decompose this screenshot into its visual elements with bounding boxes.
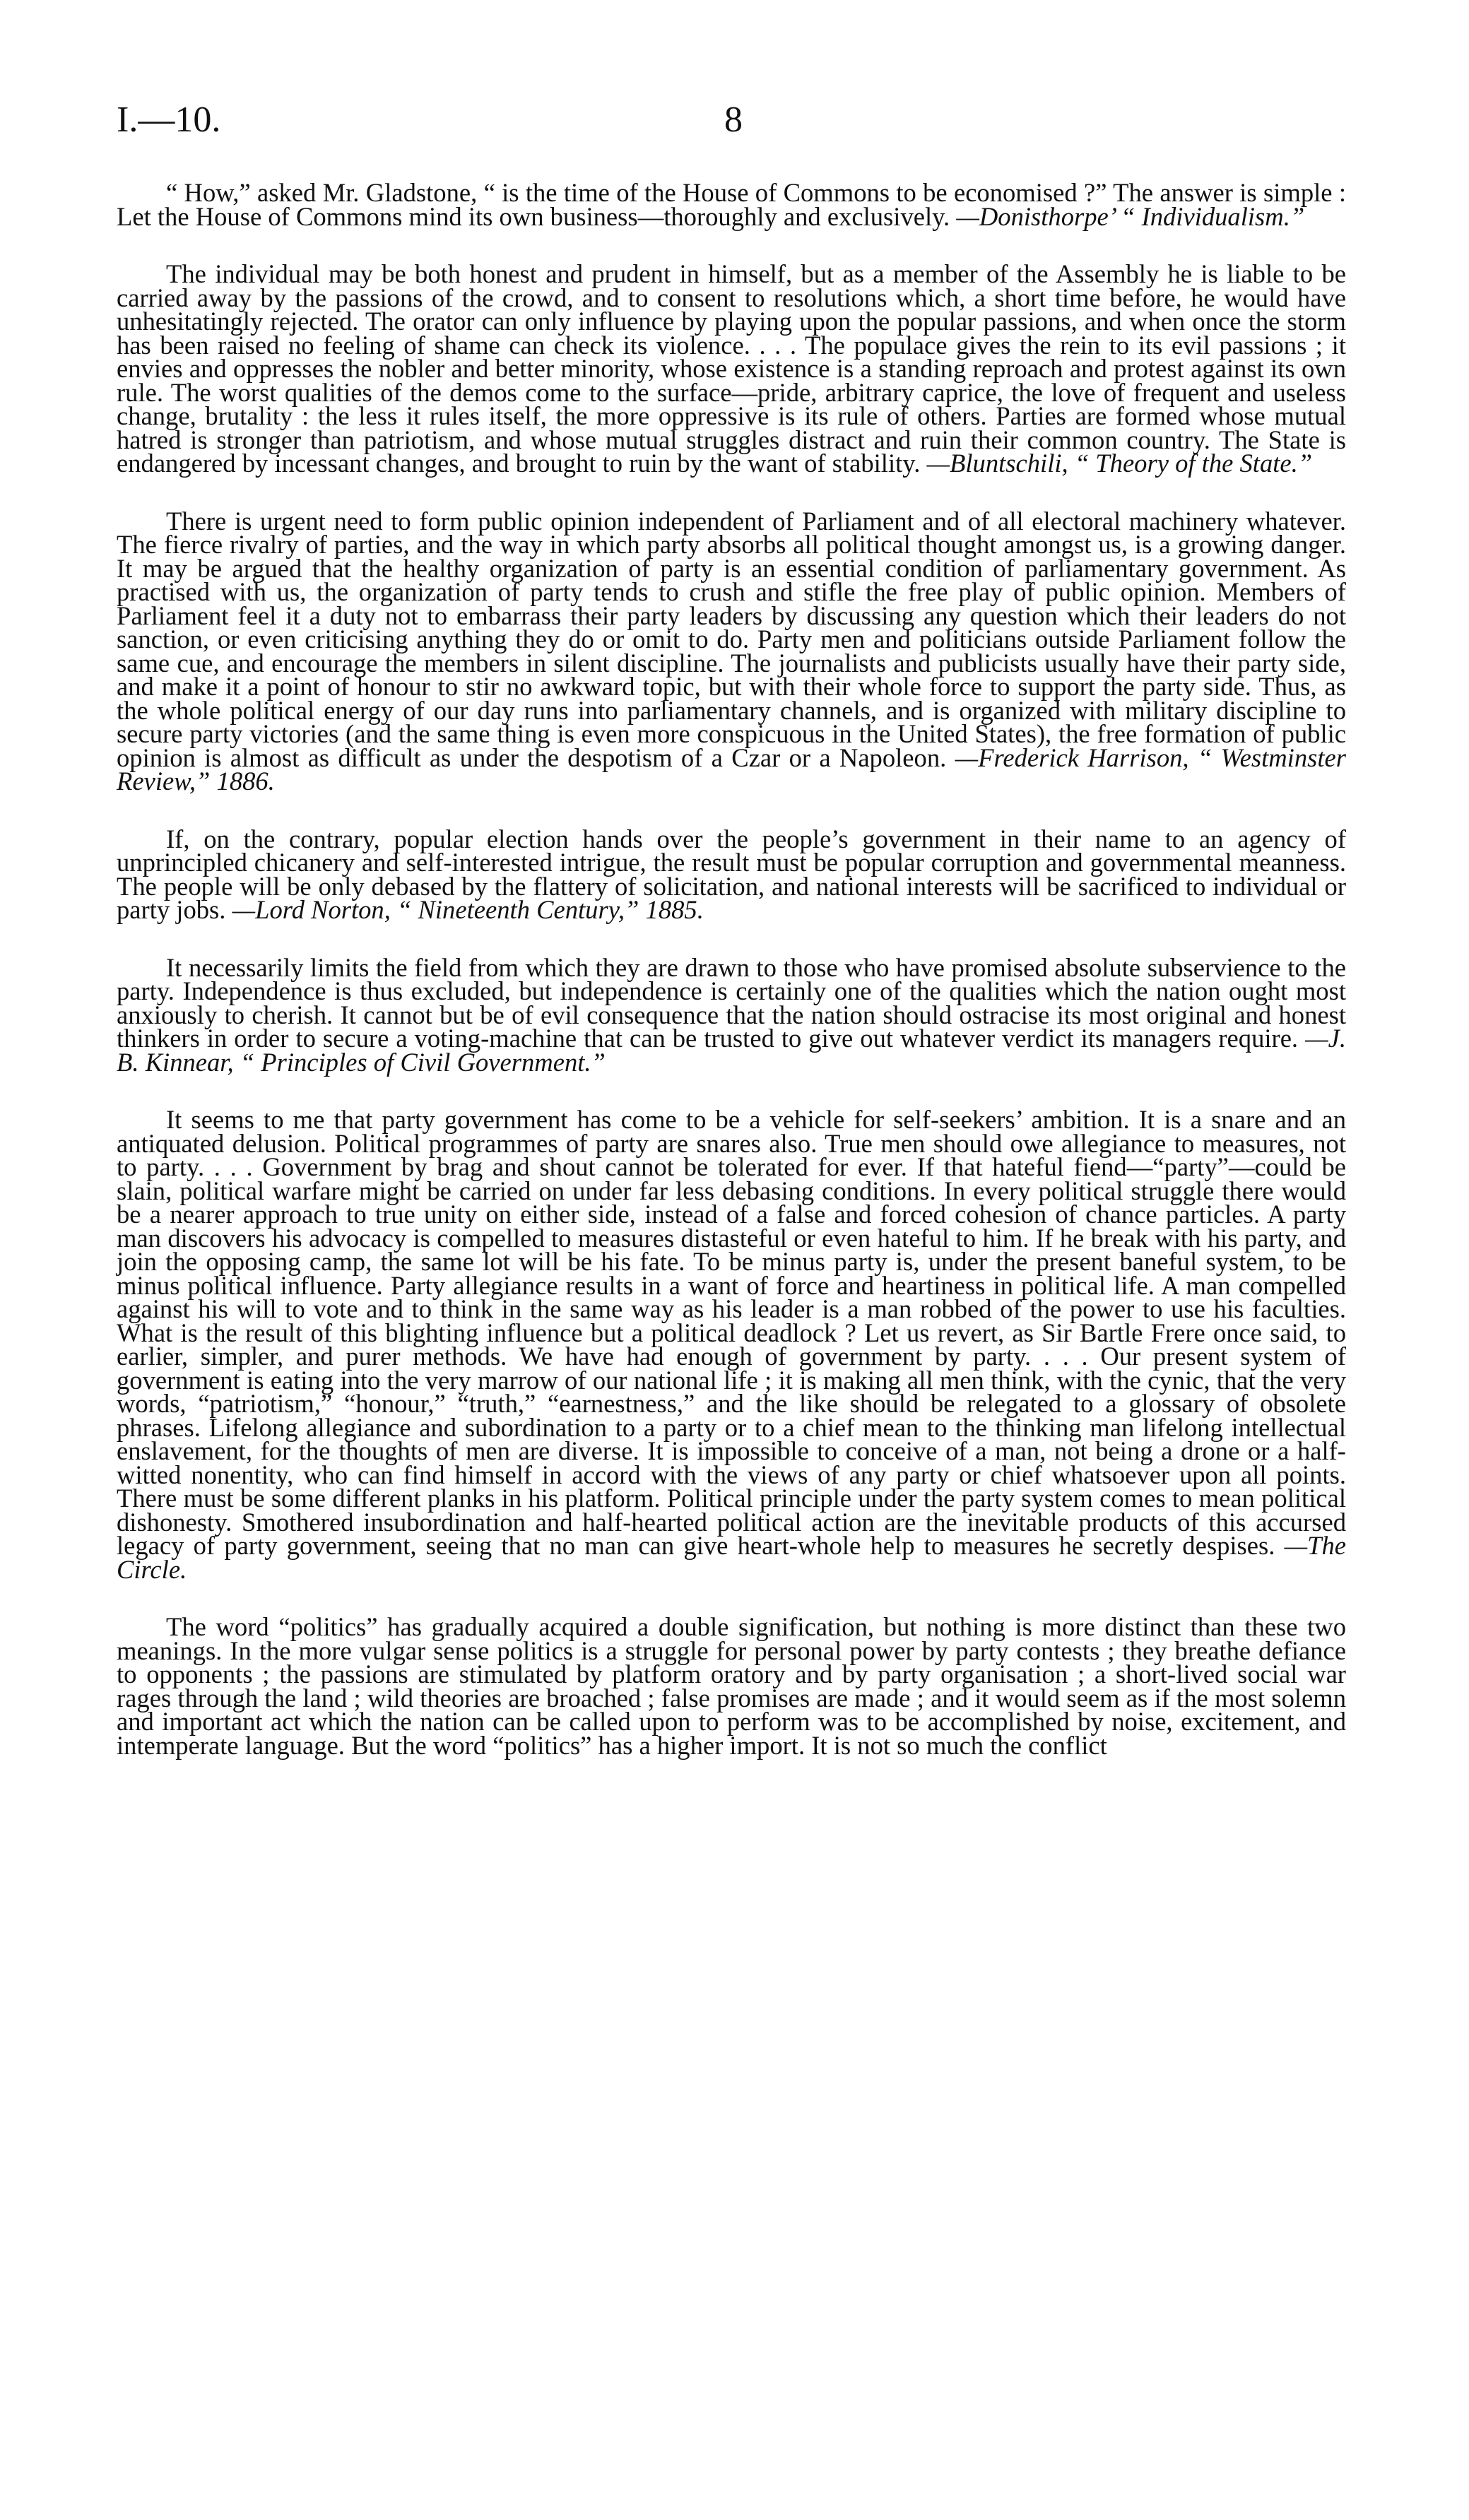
paragraph-source: —Lord Norton, “ Nineteenth Century,” 1885. — [232, 895, 704, 924]
paragraph-text: It seems to me that party government has come to be a vehicle for self-seekers’ ambition. It is a snare and an antiquated delusion. Political programmes of party are snares also. True men should owe allegiance to measures, not to party. . . . Government by brag and shout cannot be tolerated for ever. If that hateful fiend—“party”—could be slain, political warfare might be carried on under far less debasing conditions. In every political struggle there would be a nearer approach to true unity on either side, instead of a false and forced cohesion of chance particles. A party man discovers his advocacy is compelled to measures distasteful or even hateful to him. If he break with his party, and join the opposing camp, the same lot will be his fate. To be minus party is, under the present baneful system, to be minus political influence. Party allegiance results in a want of force and heartiness in political life. A man compelled against his will to vote and to think in the same way as his leader is a man robbed of the power to use his faculties. What is the result of this blighting influence but a political deadlock ? Let us revert, as Sir Bartle Frere once said, to earlier, simpler, and purer methods. We have had enough of government by party. . . . Our present system of government is eating into the very marrow of our national life ; it is making all men think, with the cynic, that the very words, “patriotism,” “honour,” “truth,” “earnestness,” and the like should be relegated to a glossary of obsolete phrases. Lifelong allegiance and subordination to a party or to a chief mean to the thinking man lifelong intellectual enslavement, for the thoughts of men are diverse. It is impossible to conceive of a man, not being a drone or a half-witted nonentity, who can find himself in accord with the views of any party or chief whatsoever upon all points. There must be some different planks in his platform. Political principle under the party system comes to mean political dishonesty. Smothered insubordination and half-hearted political action are the inevitable products of this accursed legacy of party government, seeing that no man can give heart-whole help to measures he secretly despises. — [117, 1105, 1346, 1560]
paragraph-source: —Donisthorpe’ “ Individualism.” — [956, 201, 1305, 231]
paragraph-text: The word “politics” has gradually acquired a double signification, but nothing is more distinct than these two meanings. In the more vulgar sense politics is a struggle for personal power by party contests ; they breathe defiance to opponents ; the passions are stimulated by platform oratory and by party organisation ; a short-lived social war rages through the land ; wild theories are broached ; false promises are made ; and it would seem as if the most solemn and important act which the nation can be called upon to perform was to be accomplished by noise, excitement, and intemperate language. But the word “politics” has a higher import. It is not so much the conflict — [117, 1612, 1346, 1760]
paragraph-bluntschili — [117, 259, 1346, 478]
paragraph-text: “ How,” asked Mr. Gladstone, “ is the time of the House of Commons to be economised ?” The answer is simple : Let the House of Commons mind its own business—thoroughly and exclusively. — [117, 178, 1346, 231]
paragraph-source: —J. B. Kinnear, “ Principles of Civil Government.” — [117, 1024, 1346, 1077]
paragraph-text: If, on the contrary, popular election hands over the people’s government in their name to an agency of unprincipled chicanery and self-interested intrigue, the result must be popular corruption and governmental meanness. The people will be only debased by the flattery of solicitation, and national interests will be sacrificed to individual or party jobs. — [117, 824, 1346, 924]
page-header — [117, 99, 1346, 148]
paragraph-norton — [117, 824, 1346, 924]
paragraph-politics — [117, 1612, 1346, 1760]
paragraph-source: —Bluntschili, “ Theory of the State.” — [926, 449, 1313, 478]
paragraph-source: —The Circle. — [117, 1531, 1346, 1584]
paragraph-text: There is urgent need to form public opinion independent of Parliament and of all electoral machinery whatever. The fierce rivalry of parties, and the way in which party absorbs all political thought amongst us, is a growing danger. It may be argued that the healthy organization of party is an essential condition of parliamentary government. As practised with us, the organization of party tends to crush and stifle the free play of public opinion. Members of Parliament feel it a duty not to embarrass their party leaders by discussing any question which their leaders do not sanction, or even criticising anything they do or omit to do. Party men and politicians outside Parliament follow the same cue, and encourage the members in silent discipline. The journalists and publicists usually have their party side, and make it a point of honour to stir no awkward topic, but with their whole force to support the party side. Thus, as the whole political energy of our day runs into parliamentary channels, and is organized with military discipline to secure party victories (and the same thing is even more conspicuous in the United States), the free formation of public opinion is almost as difficult as under the despotism of a Czar or a Napoleon. — [117, 506, 1346, 772]
paragraph-kinnear — [117, 952, 1346, 1077]
paragraph-gladstone — [117, 178, 1346, 231]
paragraph-text: The individual may be both honest and prudent in himself, but as a member of the Assembly he is liable to be carried away by the passions of the crowd, and to consent to resolutions which, a short time before, he would have unhesitatingly rejected. The orator can only influence by playing upon the popular passions, and when once the storm has been raised no feeling of shame can check its violence. . . . The populace gives the rein to its evil passions ; it envies and oppresses the nobler and better minority, whose existence is a standing reproach and protest against its own rule. The worst qualities of the demos come to the surface—pride, arbitrary caprice, the love of frequent and useless change, brutality : the less it rules itself, the more oppressive is its rule of others. Parties are formed whose mutual hatred is stronger than patriotism, and whose mutual struggles distract and ruin their common country. The State is endangered by incessant changes, and brought to ruin by the want of stability. — [117, 259, 1346, 478]
paragraph-harrison — [117, 506, 1346, 795]
paragraph-text: It necessarily limits the field from which they are drawn to those who have promised absolute subservience to the party. Independence is thus excluded, but independence is certainly one of the qualities which the nation ought most anxiously to cherish. It cannot but be of evil consequence that the nation should ostracise its most original and honest thinkers in order to secure a voting-machine that can be trusted to give out whatever verdict its managers require. — [117, 952, 1346, 1053]
paragraph-the-circle — [117, 1105, 1346, 1584]
document-page — [117, 99, 1346, 1791]
paragraph-source: —Frederick Harrison, “ Westminster Review,” 1886. — [117, 743, 1346, 795]
page-number: 8 — [724, 100, 743, 140]
document-reference: I.—10. — [117, 100, 221, 140]
